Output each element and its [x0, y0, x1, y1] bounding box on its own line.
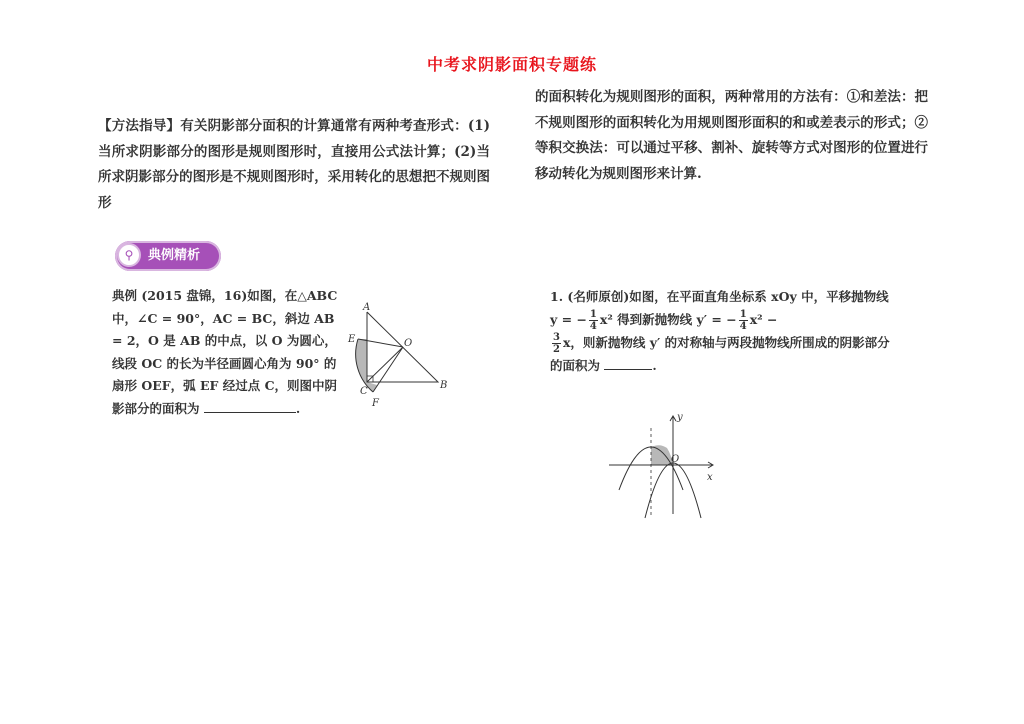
problem-1-text-a: 如图，在平面直角坐标系 xOy 中，平移抛物线 y = − — [550, 289, 889, 327]
problem-1 — [550, 286, 890, 377]
method-guide-left — [98, 114, 490, 216]
answer-blank-1[interactable] — [604, 355, 652, 370]
label-c: C — [360, 386, 368, 397]
section-badge — [115, 241, 221, 271]
problem-1-source: (名师原创) — [567, 289, 630, 304]
problem-1-text-b: x² 得到新抛物线 y′ = − — [599, 311, 737, 327]
problem-1-text-d: x，则新抛物线 y′ 的对称轴与两段抛物线所围成的阴影部分的面积为 — [550, 334, 890, 373]
method-guide-label: 【方法指导】 — [98, 118, 181, 134]
example-end: . — [295, 400, 301, 416]
answer-blank[interactable] — [204, 398, 296, 413]
label-f: F — [372, 398, 379, 409]
page-title: 中考求阴影面积专题练 — [426, 55, 597, 74]
label-e: E — [348, 334, 356, 345]
section-badge-label: 典例精析 — [148, 248, 201, 263]
problem-1-text-c: x² − — [749, 311, 778, 327]
problem-1-end: . — [652, 357, 657, 373]
label-y: y — [677, 412, 683, 423]
problem-1-number: 1. — [550, 289, 564, 304]
label-o: O — [671, 454, 680, 465]
fraction-1: $\frac{1}{4}$ — [589, 308, 597, 332]
method-guide-right: 的面积转化为规则图形的面积，两种常用的方法有：①和差法：把不规则图形的面积转化为用规则图形面积的和或差表示的形式；②等积交换法：可以通过平移、割补、旋转等方式对图形的位置进行移动转化为规则图形来计算. — [535, 89, 928, 182]
example-figure — [340, 302, 455, 412]
example-text: 如图，在△ABC 中，∠C = 90°，AC = BC，斜边 AB = 2，O 是 AB 的中点，以 O 为圆心，线段 OC 的长为半径画圆心角为 90° 的扇形 OEF，弧 EF 经过点 C，则图中阴影部分的面积为 — [112, 288, 338, 416]
segment-oc — [367, 347, 403, 382]
example-problem — [112, 285, 344, 420]
segment-of — [373, 347, 403, 392]
example-label: 典例 — [112, 288, 138, 303]
problem-1-figure — [605, 410, 725, 520]
search-icon: ⚲ — [117, 243, 141, 267]
fraction-3: $\frac{3}{2}$ — [553, 331, 560, 355]
fraction-2: $\frac{1}{4}$ — [739, 308, 747, 332]
label-a: A — [363, 302, 371, 313]
method-guide-text-left: 有关阴影部分面积的计算通常有两种考查形式：(1)当所求阴影部分的图形是规则图形时，直接用公式法计算；(2)当所求阴影部分的图形是不规则图形时，采用转化的思想把不规则图形 — [98, 118, 490, 211]
shaded-region — [356, 339, 377, 392]
label-b: B — [440, 380, 448, 391]
label-o: O — [404, 338, 413, 349]
label-x: x — [707, 472, 713, 483]
example-source: (2015 盘锦，16) — [141, 288, 248, 303]
